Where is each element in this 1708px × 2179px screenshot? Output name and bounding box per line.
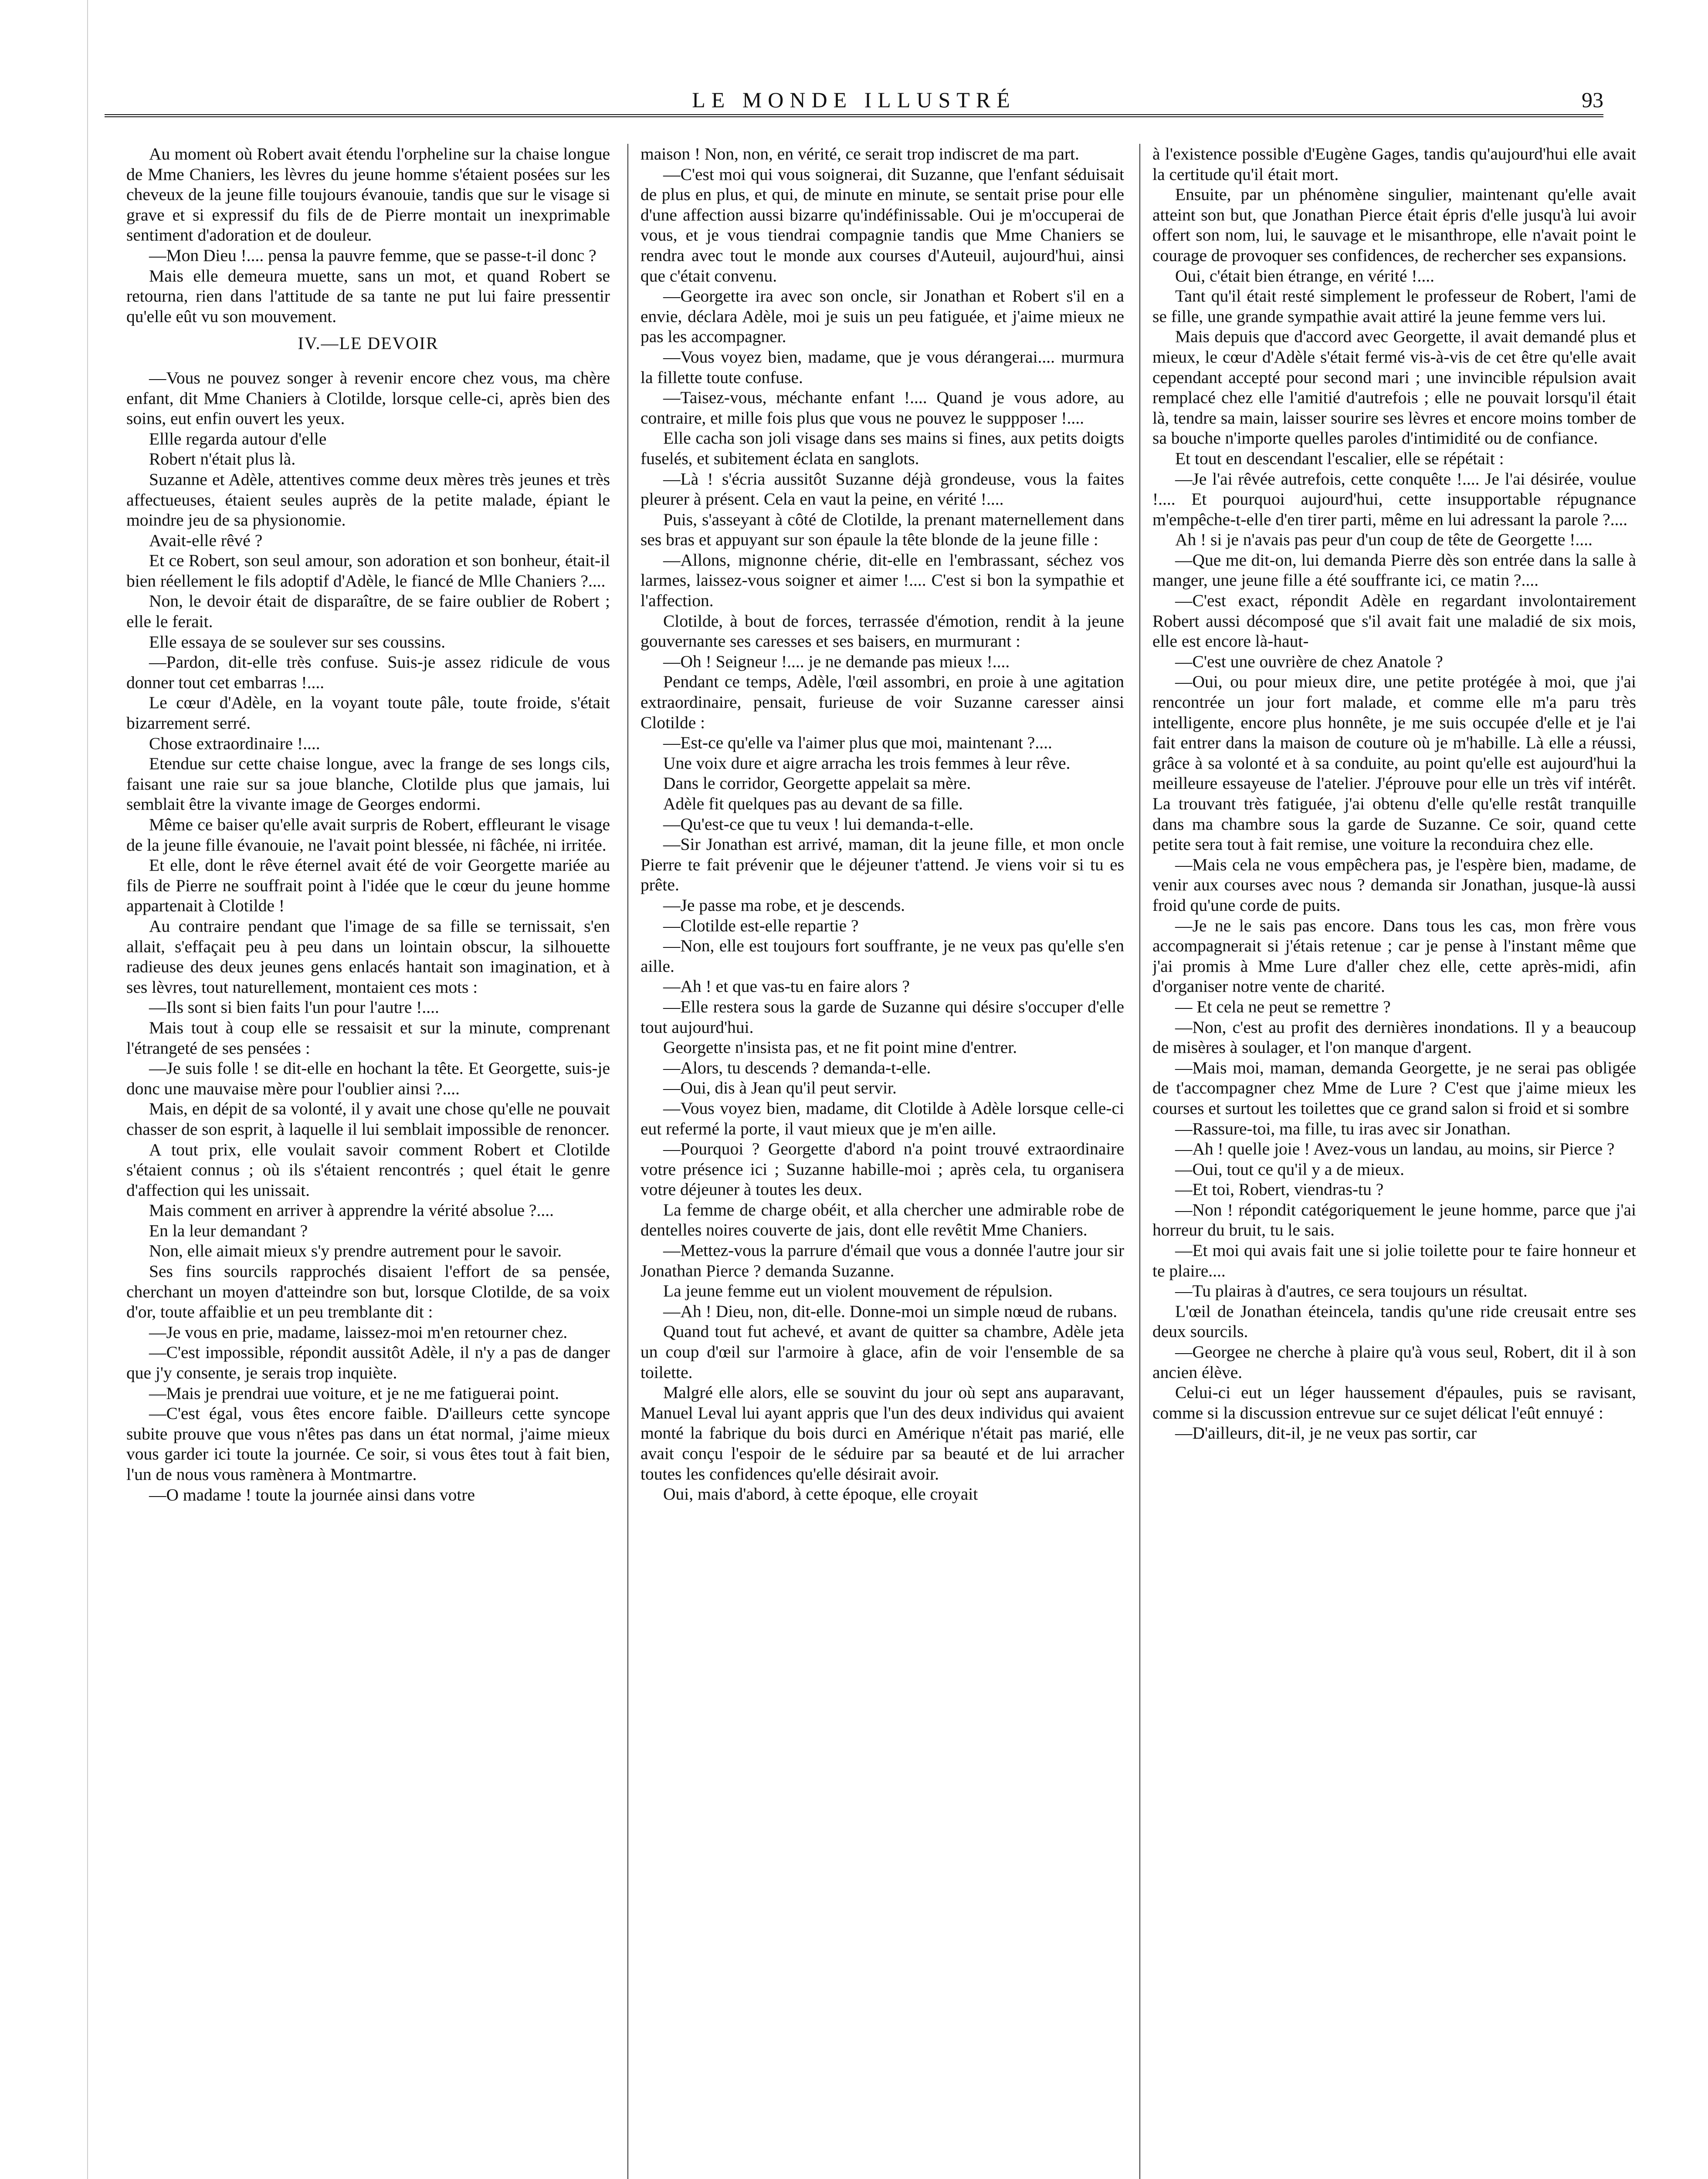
binding-edge (87, 0, 88, 2179)
article-paragraph: Tant qu'il était resté simplement le professeur de Robert, l'ami de se fille, une grande sympathie avait attiré la jeune femme vers lui. (1152, 286, 1636, 326)
article-paragraph: Elle essaya de se soulever sur ses coussins. (149, 632, 446, 652)
article-paragraph: Le cœur d'Adèle, en la voyant toute pâle, toute froide, s'était bizarrement serré. (126, 693, 610, 733)
article-paragraph: Même ce baiser qu'elle avait surpris de Robert, effleurant le visage de la jeune fille évanouie, ne l'avait point blessée, ni fâchée, ni irritée. (126, 815, 610, 855)
article-paragraph: Ah ! si je n'avais pas peur d'un coup de tête de Georgette !.... (1175, 530, 1593, 550)
article-paragraph: —C'est égal, vous êtes encore faible. D'ailleurs cette syncope subite prouve que vous n'êtes pas dans un état normal, j'aime mieux vous garder ici toute la journée. Ce soir, si vous êtes tout à fait bien, l'un de nous vous ramènera à Montmartre. (126, 1404, 610, 1484)
article-paragraph: Non, le devoir était de disparaître, de se faire oublier de Robert ; elle le ferait. (126, 591, 610, 631)
article-paragraph: —Je vous en prie, madame, laissez-moi m'en retourner chez. (149, 1322, 568, 1342)
article-paragraph: Malgré elle alors, elle se souvint du jour où sept ans auparavant, Manuel Leval lui ayant appris que l'un des deux individus qui avaient monté la fabrique du bois durci en Amérique n'était pas marié, elle avait conçu l'espoir de le séduire par sa beauté et de lui arracher toutes les confidences qu'elle désirait avoir. (640, 1383, 1124, 1483)
article-paragraph: —Ils sont si bien faits l'un pour l'autre !.... (149, 998, 439, 1017)
article-paragraph: Etendue sur cette chaise longue, avec la frange de ses longs cils, faisant une raie sur sa joue blanche, Clotilde plus que jamais, lui semblait être la vivante image de Georges endormi. (126, 754, 610, 814)
article-paragraph: —Mais cela ne vous empêchera pas, je l'espère bien, madame, de venir aux courses avec nous ? demanda sir Jonathan, jusque-là aussi froid qu'une corde de puits. (1152, 855, 1636, 915)
article-paragraph: Mais, en dépit de sa volonté, il y avait une chose qu'elle ne pouvait chasser de son esprit, à laquelle il lui semblait impossible de renoncer. (126, 1099, 610, 1139)
article-paragraph: —Qu'est-ce que tu veux ! lui demanda-t-elle. (663, 814, 974, 834)
article-paragraph: Ensuite, par un phénomène singulier, maintenant qu'elle avait atteint son but, que Jonathan Pierce était épris d'elle jusqu'à lui avoir offert son nom, lui, le sauvage et le misanthrope, elle n'avait point le courage de provoquer ses confidences, de rechercher ses expansions. (1152, 185, 1636, 265)
article-paragraph: —Elle restera sous la garde de Suzanne qui désire s'occuper d'elle tout aujourd'hui. (640, 997, 1124, 1037)
article-paragraph: Elle cacha son joli visage dans ses mains si fines, aux petits doigts fuselés, et subitement éclata en sanglots. (640, 428, 1124, 468)
article-paragraph: Au moment où Robert avait étendu l'orpheline sur la chaise longue de Mme Chaniers, les lèvres du jeune homme s'étaient posées sur les cheveux de la jeune fille toujours évanouie, tandis que sur le visage si grave et si expressif du fils de de Pierre montait un inexprimable sentiment d'adoration et de douleur. (126, 144, 610, 245)
article-paragraph: Puis, s'asseyant à côté de Clotilde, la prenant maternellement dans ses bras et appuyant sur son épaule la tête blonde de la jeune fille : (640, 509, 1124, 550)
article-paragraph: Oui, c'était bien étrange, en vérité !.... (1175, 266, 1434, 285)
article-paragraph: Mais depuis que d'accord avec Georgette, il avait demandé plus et mieux, le cœur d'Adèle s'était fermé vis-à-vis de cet être qu'elle avait cependant accepté pour second mari ; une invincible répulsion avait remplacé chez elle l'amitié d'autrefois ; elle ne pouvait lorsqu'il était là, tendre sa main, laisser sourire ses lèvres et encore moins tomber de sa bouche n'importe quelles paroles d'intimidité ou de confiance. (1152, 327, 1636, 448)
article-paragraph: —Oui, tout ce qu'il y a de mieux. (1175, 1159, 1404, 1179)
header-rule (105, 114, 1603, 117)
article-paragraph: maison ! Non, non, en vérité, ce serait trop indiscret de ma part. (640, 144, 1079, 163)
article-paragraph: —Mon Dieu !.... pensa la pauvre femme, que se passe-t-il donc ? (149, 245, 596, 265)
column-3 (1152, 144, 1636, 2179)
article-paragraph: Ses fins sourcils rapprochés disaient l'effort de sa pensée, cherchant un moyen d'atteindre son but, lorsque Clotilde, de sa voix d'or, toute affaiblie et un peu tremblante dit : (126, 1262, 610, 1322)
article-paragraph: —Alors, tu descends ? demanda-t-elle. (663, 1058, 931, 1077)
masthead-title: LE MONDE ILLUSTRÉ (692, 88, 1016, 112)
article-paragraph: —Tu plairas à d'autres, ce sera toujours un résultat. (1175, 1281, 1528, 1301)
article-paragraph: Mais comment en arriver à apprendre la vérité absolue ?.... (149, 1201, 554, 1220)
article-paragraph: — Et cela ne peut se remettre ? (1175, 997, 1391, 1016)
article-paragraph: Pendant ce temps, Adèle, l'œil assombri, en proie à une agitation extraordinaire, pensait, furieuse de voir Suzanne caresser ainsi Clotilde : (640, 672, 1124, 732)
article-paragraph: —Ah ! et que vas-tu en faire alors ? (663, 977, 910, 996)
article-paragraph: Adèle fit quelques pas au devant de sa fille. (663, 794, 963, 813)
article-paragraph: Chose extraordinaire !.... (149, 733, 320, 753)
article-paragraph: —Clotilde est-elle repartie ? (663, 916, 859, 935)
article-paragraph: —C'est moi qui vous soignerai, dit Suzanne, que l'enfant séduisait de plus en plus, et qui, de minute en minute, se sentait prise pour elle d'une affection aussi bizarre qu'indéfinissable. Oui je m'occuperai de vous, et je vous tiendrai compagnie tandis que Mme Chaniers se rendra avec tout le monde aux courses d'Auteuil, aujourd'hui, ainsi que c'était convenu. (640, 164, 1124, 285)
article-paragraph: La jeune femme eut un violent mouvement de répulsion. (663, 1281, 1053, 1301)
article-paragraph: —Georgette ira avec son oncle, sir Jonathan et Robert s'il en a envie, déclara Adèle, moi je suis un peu fatiguée, et j'aime mieux ne pas les accompagner. (640, 286, 1124, 346)
article-paragraph: —Ah ! Dieu, non, dit-elle. Donne-moi un simple nœud de rubans. (663, 1301, 1118, 1321)
article-paragraph: à l'existence possible d'Eugène Gages, tandis qu'aujourd'hui elle avait la certitude qu'il était mort. (1152, 144, 1636, 184)
article-paragraph: —D'ailleurs, dit-il, je ne veux pas sortir, car (1175, 1423, 1477, 1443)
article-paragraph: —Taisez-vous, méchante enfant !.... Quand je vous adore, au contraire, et mille fois plus que vous ne pouvez le suppposer !.... (640, 388, 1124, 428)
article-paragraph: —Et moi qui avais fait une si jolie toilette pour te faire honneur et te plaire.... (1152, 1241, 1636, 1280)
column-separator (1139, 144, 1140, 2179)
article-paragraph: Au contraire pendant que l'image de sa fille se ternissait, s'en allait, s'effaçait peu à peu dans un lointain obscur, la silhouette radieuse des deux jeunes gens enlacés hantait son imagination, et à ses lèvres, tout naturellement, montaient ces mots : (126, 916, 610, 997)
section-heading: IV.—LE DEVOIR (298, 333, 439, 353)
article-paragraph: —Pourquoi ? Georgette d'abord n'a point trouvé extraordinaire votre présence ici ; Suzanne habille-moi ; après cela, tu organisera votre déjeuner à toutes les deux. (640, 1139, 1124, 1199)
article-paragraph: —Non ! répondit catégoriquement le jeune homme, parce que j'ai horreur du bruit, tu le sais. (1152, 1200, 1636, 1240)
article-paragraph: Non, elle aimait mieux s'y prendre autrement pour le savoir. (149, 1241, 562, 1261)
article-paragraph: —O madame ! toute la journée ainsi dans votre (149, 1485, 475, 1504)
article-paragraph: Et tout en descendant l'escalier, elle se répétait : (1175, 448, 1504, 468)
article-paragraph: —Oh ! Seigneur !.... je ne demande pas mieux !.... (663, 652, 1010, 671)
article-paragraph: Oui, mais d'abord, à cette époque, elle croyait (663, 1484, 978, 1504)
article-paragraph: Clotilde, à bout de forces, terrassée d'émotion, rendit à la jeune gouvernante ses caresses et ses baisers, en murmurant : (640, 611, 1124, 651)
article-paragraph: —Non, c'est au profit des dernières inondations. Il y a beaucoup de misères à soulager, et l'on manque d'argent. (1152, 1017, 1636, 1057)
article-paragraph: —Est-ce qu'elle va l'aimer plus que moi, maintenant ?.... (663, 733, 1052, 753)
article-paragraph: L'œil de Jonathan éteincela, tandis qu'une ride creusait entre ses deux sourcils. (1152, 1301, 1636, 1341)
article-paragraph: —Que me dit-on, lui demanda Pierre dès son entrée dans la salle à manger, une jeune fille a été souffrante ici, ce matin ?.... (1152, 550, 1636, 590)
article-paragraph: —C'est exact, répondit Adèle en regardant involontairement Robert aussi décomposé que s'il avait fait une maladié de six mois, elle est encore là-haut- (1152, 591, 1636, 651)
article-paragraph: —Mettez-vous la parrure d'émail que vous a donnée l'autre jour sir Jonathan Pierce ? demanda Suzanne. (640, 1241, 1124, 1280)
article-paragraph: —C'est une ouvrière de chez Anatole ? (1175, 652, 1443, 671)
article-paragraph: Quand tout fut achevé, et avant de quitter sa chambre, Adèle jeta un coup d'œil sur l'armoire à glace, afin de voir l'ensemble de sa toilette. (640, 1322, 1124, 1382)
article-paragraph: Et elle, dont le rêve éternel avait été de voir Georgette mariée au fils de Pierre ne souffrait point à l'idée que le cœur du jeune homme appartenait à Clotilde ! (126, 855, 610, 916)
article-paragraph: La femme de charge obéit, et alla chercher une admirable robe de dentelles noires couverte de jais, dont elle revêtit Mme Chaniers. (640, 1200, 1124, 1240)
article-paragraph: Avait-elle rêvé ? (149, 530, 263, 550)
article-paragraph: —C'est impossible, répondit aussitôt Adèle, il n'y a pas de danger que j'y consente, je serais trop inquiète. (126, 1343, 610, 1383)
article-paragraph: —Georgee ne cherche à plaire qu'à vous seul, Robert, dit il à son ancien élève. (1152, 1342, 1636, 1382)
article-paragraph: —Mais moi, maman, demanda Georgette, je ne serai pas obligée de t'accompagner chez Mme de Lure ? C'est que j'aime mieux les courses et surtout les toilettes que ce grand salon si froid et si sombre (1152, 1058, 1636, 1118)
article-paragraph: Une voix dure et aigre arracha les trois femmes à leur rêve. (663, 753, 1071, 773)
page-header (105, 87, 1603, 118)
article-paragraph: Ellle regarda autour d'elle (149, 429, 327, 448)
article-paragraph: —Ah ! quelle joie ! Avez-vous un landau, au moins, sir Pierce ? (1175, 1139, 1615, 1159)
article-paragraph: —Pardon, dit-elle très confuse. Suis-je assez ridicule de vous donner tout cet embarras !.... (126, 652, 610, 692)
article-paragraph: —Rassure-toi, ma fille, tu iras avec sir Jonathan. (1175, 1119, 1511, 1138)
article-paragraph: —Oui, dis à Jean qu'il peut servir. (663, 1078, 897, 1098)
article-paragraph: Georgette n'insista pas, et ne fit point mine d'entrer. (663, 1038, 1017, 1057)
article-paragraph: —Vous voyez bien, madame, que je vous dérangerai.... murmura la fillette toute confuse. (640, 347, 1124, 387)
article-paragraph: Celui-ci eut un léger haussement d'épaules, puis se ravisant, comme si la discussion entrevue sur ce sujet délicat l'eût ennuyé : (1152, 1383, 1636, 1422)
article-paragraph: Mais tout à coup elle se ressaisit et sur la minute, comprenant l'étrangeté de ses pensées : (126, 1018, 610, 1058)
article-paragraph: —Sir Jonathan est arrivé, maman, dit la jeune fille, et mon oncle Pierre te fait prévenir que le déjeuner t'attend. Je viens voir si tu es prête. (640, 835, 1124, 895)
article-paragraph: Mais elle demeura muette, sans un mot, et quand Robert se retourna, rien dans l'attitude de sa tante ne put lui faire pressentir qu'elle eût vu son mouvement. (126, 266, 610, 326)
article-paragraph: —Là ! s'écria aussitôt Suzanne déjà grondeuse, vous la faites pleurer à présent. Cela en vaut la peine, en vérité !.... (640, 469, 1124, 509)
article-paragraph: Dans le corridor, Georgette appelait sa mère. (663, 774, 971, 793)
article-paragraph: Robert n'était plus là. (149, 449, 296, 469)
article-paragraph: —Allons, mignonne chérie, dit-elle en l'embrassant, séchez vos larmes, laissez-vous soigner et aimer !.... C'est si bon la sympathie et l'affection. (640, 550, 1124, 611)
article-paragraph: —Je l'ai rêvée autrefois, cette conquête !.... Je l'ai désirée, voulue !.... Et pourquoi aujourd'hui, cette insupportable répugnance m'empêche-t-elle d'en tirer parti, même en lui adressant la parole ?.... (1152, 469, 1636, 529)
article-paragraph: En la leur demandant ? (149, 1221, 308, 1240)
article-paragraph: —Vous ne pouvez songer à revenir encore chez vous, ma chère enfant, dit Mme Chaniers à Clotilde, lorsque celle-ci, après bien des soins, eut enfin ouvert les yeux. (126, 368, 610, 428)
article-paragraph: —Et toi, Robert, viendras-tu ? (1175, 1180, 1384, 1199)
article-paragraph: A tout prix, elle voulait savoir comment Robert et Clotilde s'étaient connus ; où ils s'étaient rencontrés ; quel était le genre d'affection qui les unissait. (126, 1140, 610, 1200)
article-paragraph: Suzanne et Adèle, attentives comme deux mères très jeunes et très affectueuses, étaient seules auprès de la petite malade, épiant le moindre jeu de sa physionomie. (126, 469, 610, 530)
column-2 (640, 144, 1124, 2179)
page-number: 93 (1582, 88, 1603, 112)
article-paragraph: —Je passe ma robe, et je descends. (663, 895, 905, 915)
article-paragraph: —Non, elle est toujours fort souffrante, je ne veux pas qu'elle s'en aille. (640, 936, 1124, 976)
column-1 (126, 144, 610, 2179)
article-paragraph: —Je ne le sais pas encore. Dans tous les cas, mon frère vous accompagnerait si j'étais retenue ; car je pense à l'instant même que j'ai promis à Mme Lure d'aller chez elle, cette après-midi, afin d'organiser notre vente de charité. (1152, 916, 1636, 996)
article-paragraph: —Oui, ou pour mieux dire, une petite protégée à moi, que j'ai rencontrée un jour fort malade, et comme elle m'a paru très intelligente, encore plus honnête, je me suis occupée d'elle et je l'ai fait entrer dans la maison de couture où je m'habille. Là elle a réussi, grâce à sa volonté et à sa conduite, au point qu'elle est aujourd'hui la meilleure essayeuse de l'atelier. J'éprouve pour elle un très vif intérêt. La trouvant très fatiguée, j'ai obtenu d'elle qu'elle restât tranquille dans ma chambre sous la garde de Suzanne. Ce soir, quand cette petite sera tout à fait remise, une voiture la reconduira chez elle. (1152, 672, 1636, 854)
article-paragraph: Et ce Robert, son seul amour, son adoration et son bonheur, était-il bien réellement le fils adoptif d'Adèle, le fiancé de Mlle Chaniers ?.... (126, 551, 610, 591)
article-paragraph: —Mais je prendrai uue voiture, et je ne me fatiguerai point. (149, 1383, 559, 1403)
column-separator (627, 144, 628, 2179)
article-paragraph: —Je suis folle ! se dit-elle en hochant la tête. Et Georgette, suis-je donc une mauvaise mère pour l'oublier ainsi ?.... (126, 1059, 610, 1098)
article-paragraph: —Vous voyez bien, madame, dit Clotilde à Adèle lorsque celle-ci eut refermé la porte, il vaut mieux que je m'en aille. (640, 1098, 1124, 1138)
